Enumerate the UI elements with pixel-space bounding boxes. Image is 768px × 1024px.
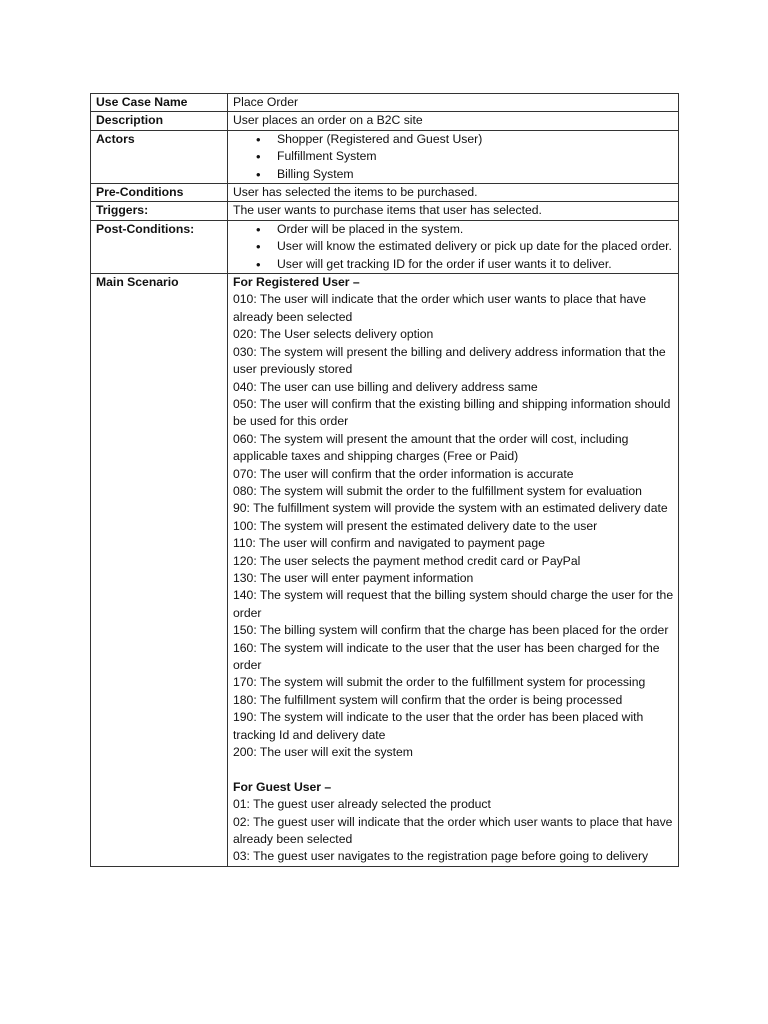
scenario-step: 030: The system will present the billing and delivery address information that the user previously stored	[233, 344, 666, 377]
scenario-step: 02: The guest user will indicate that the order which user wants to place that have already been selected	[233, 814, 673, 847]
scenario-step: 03: The guest user navigates to the registration page before going to delivery	[233, 849, 649, 864]
table-row-description	[91, 112, 679, 130]
table-row-post-conditions	[91, 220, 679, 273]
triggers-value: The user wants to purchase items that user has selected.	[228, 202, 679, 220]
scenario-step: 150: The billing system will confirm that the charge has been placed for the order	[233, 623, 669, 638]
list-item: • Fulfillment System	[277, 148, 674, 165]
scenario-step: 01: The guest user already selected the product	[233, 797, 491, 812]
scenario-step: 90: The fulfillment system will provide the system with an estimated delivery date	[233, 501, 668, 516]
table-row-actors	[91, 130, 679, 183]
scenario-step: 170: The system will submit the order to the fulfillment system for processing	[233, 675, 646, 690]
main-scenario-value	[228, 274, 679, 867]
scenario-step: 050: The user will confirm that the existing billing and shipping information should be used for this order	[233, 396, 671, 429]
scenario-step: 070: The user will confirm that the order information is accurate	[233, 466, 574, 481]
scenario-step: 100: The system will present the estimated delivery date to the user	[233, 518, 598, 533]
list-item: • Order will be placed in the system.	[277, 221, 674, 238]
triggers-label: Triggers:	[91, 202, 228, 220]
use-case-name-value: Place Order	[228, 94, 679, 112]
table-row-main-scenario	[91, 274, 679, 867]
actors-label: Actors	[91, 130, 228, 183]
scenario-step: 040: The user can use billing and delivery address same	[233, 379, 538, 394]
main-scenario-label: Main Scenario	[91, 274, 228, 867]
scenario-step: 200: The user will exit the system	[233, 745, 413, 760]
table-row-triggers	[91, 202, 679, 220]
use-case-name-label: Use Case Name	[91, 94, 228, 112]
list-item: • Shopper (Registered and Guest User)	[277, 131, 674, 148]
post-conditions-list	[233, 221, 674, 273]
scenario-step: 060: The system will present the amount that the order will cost, including applicable taxes and shipping charges (Free or Paid)	[233, 431, 629, 464]
guest-user-header: For Guest User –	[233, 779, 332, 794]
scenario-step: 080: The system will submit the order to the fulfillment system for evaluation	[233, 483, 642, 498]
scenario-step: 140: The system will request that the billing system should charge the user for the order	[233, 588, 674, 620]
scenario-step: 110: The user will confirm and navigated to payment page	[233, 536, 545, 551]
table-row-pre-conditions	[91, 184, 679, 202]
actors-list	[233, 131, 674, 183]
registered-user-header: For Registered User –	[233, 275, 360, 290]
table-row-use-case-name	[91, 94, 679, 112]
scenario-step: 190: The system will indicate to the user that the order has been placed with tracking Id and delivery date	[233, 710, 644, 742]
use-case-table	[90, 93, 679, 867]
list-item: • User will get tracking ID for the order if user wants it to deliver.	[277, 256, 674, 273]
pre-conditions-value: User has selected the items to be purchased.	[228, 184, 679, 202]
scenario-step: 120: The user selects the payment method credit card or PayPal	[233, 553, 581, 568]
description-value: User places an order on a B2C site	[228, 112, 679, 130]
scenario-step: 010: The user will indicate that the order which user wants to place that have already been selected	[233, 292, 647, 324]
scenario-step: 160: The system will indicate to the user that the user has been charged for the order	[233, 640, 660, 672]
actors-value	[228, 130, 679, 183]
list-item: • User will know the estimated delivery or pick up date for the placed order.	[277, 238, 674, 255]
post-conditions-value	[228, 220, 679, 273]
spacer	[233, 761, 674, 778]
pre-conditions-label: Pre-Conditions	[91, 184, 228, 202]
scenario-step: 130: The user will enter payment information	[233, 570, 474, 585]
scenario-step: 020: The User selects delivery option	[233, 327, 434, 342]
list-item: • Billing System	[277, 166, 674, 183]
post-conditions-label: Post-Conditions:	[91, 220, 228, 273]
description-label: Description	[91, 112, 228, 130]
scenario-step: 180: The fulfillment system will confirm that the order is being processed	[233, 692, 623, 707]
